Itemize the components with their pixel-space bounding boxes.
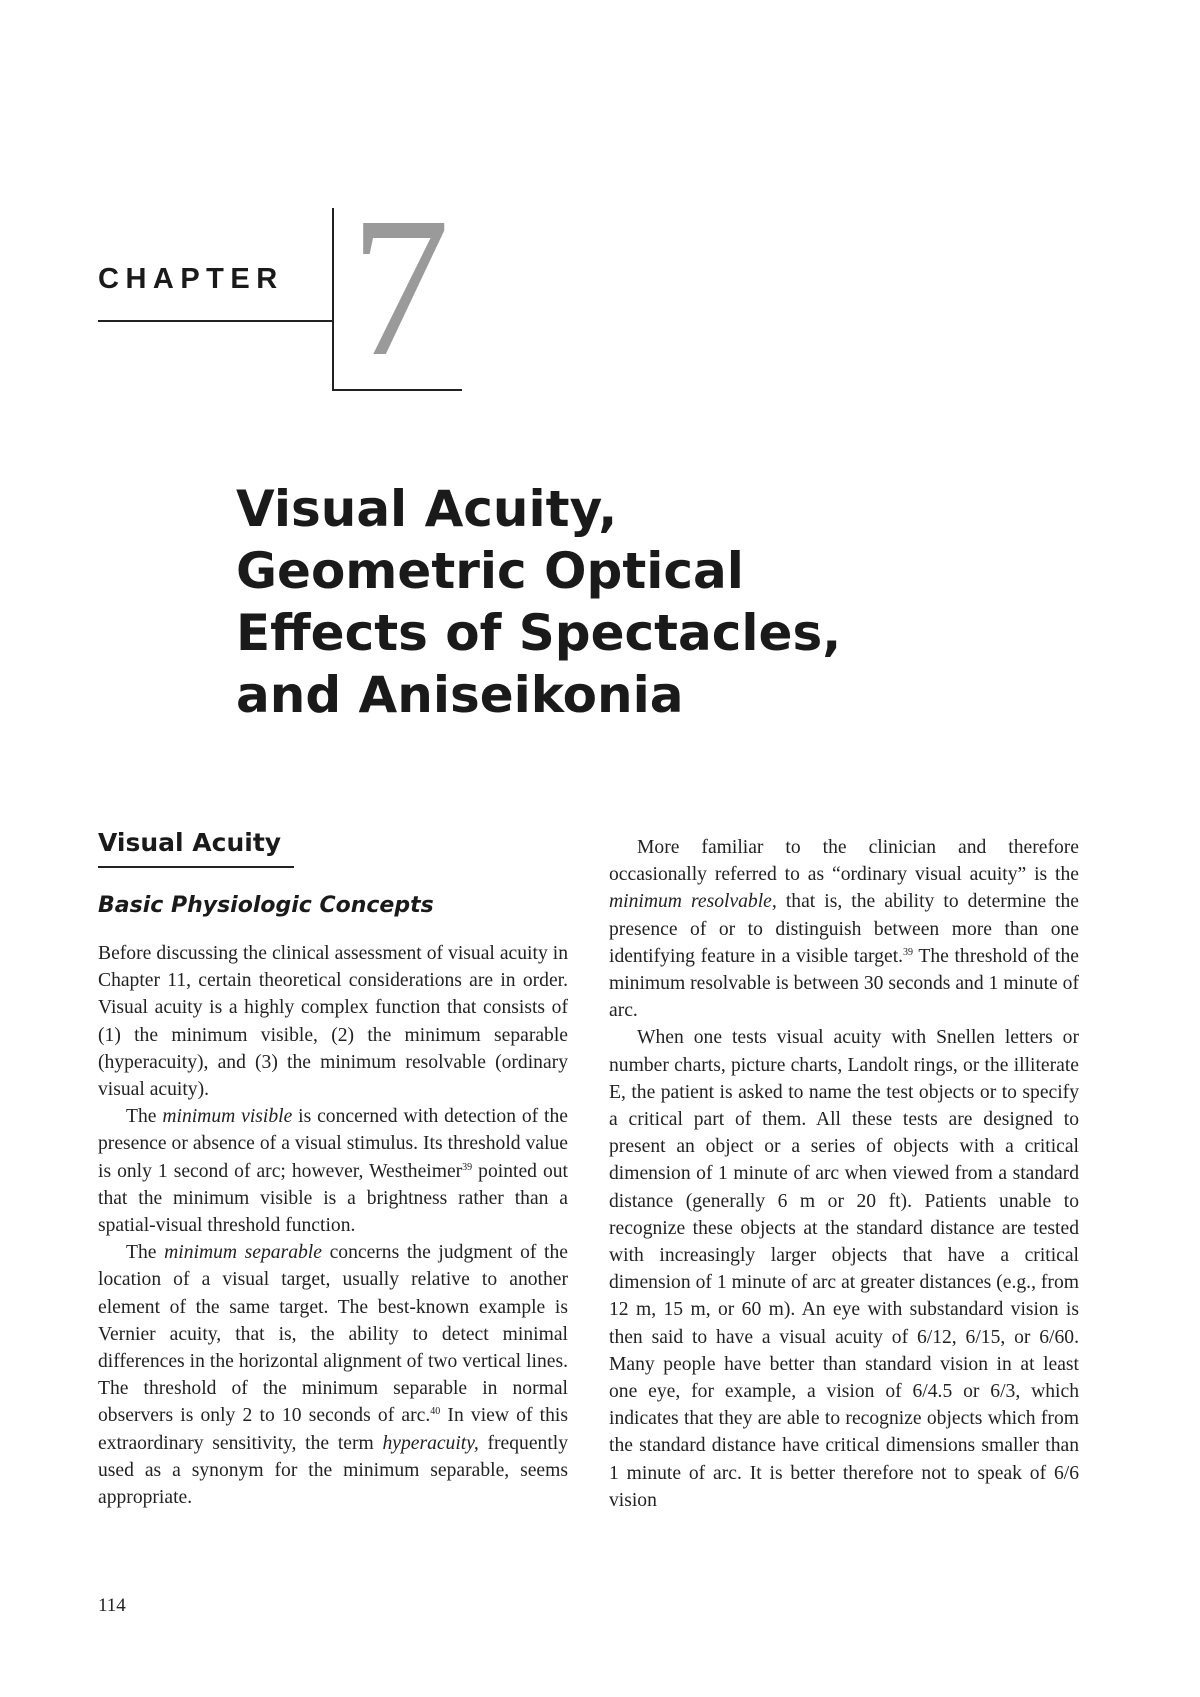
section-heading-rule — [98, 866, 294, 868]
text-run: The threshold of the minimum resolvable is between 30 seconds and 1 minute of arc. — [609, 945, 1079, 1022]
citation-ref: 39 — [903, 946, 914, 958]
term-italic: minimum separable — [164, 1242, 322, 1264]
term-italic: minimum visible — [162, 1106, 293, 1128]
citation-ref: 39 — [462, 1161, 473, 1173]
text-run: The — [126, 1106, 163, 1128]
paragraph — [609, 834, 1079, 1024]
page-number: 114 — [98, 1595, 126, 1616]
text-run: frequently used as a synonym for the minimum separable, seems appropriate. — [98, 1432, 569, 1509]
subsection-heading: Basic Physiologic Concepts — [98, 893, 434, 918]
chapter-title-line: and Aniseikonia — [236, 666, 684, 724]
text-run: that is, the ability to determine the presence of or to distinguish between more than one identifying feature in a visible target. — [609, 891, 1080, 967]
paragraph — [98, 1239, 568, 1511]
right-column — [609, 834, 1079, 1514]
paragraph: Before discussing the clinical assessment of visual acuity in Chapter 11, certain theoretical considerations are in order. Visual acuity is a highly complex function that consists of (1) the minimum visible, (2) the minimum separable (hyperacuity), and (3) the minimum resolvable (ordinary visual acuity). — [98, 943, 568, 1101]
chapter-rule-horizontal — [98, 320, 332, 322]
citation-ref: 40 — [430, 1406, 441, 1418]
paragraph: When one tests visual acuity with Snellen letters or number charts, picture charts, Landolt rings, or the illiterate E, the patient is asked to name the test objects or to specify a critical part of them. All these tests are designed to present an object or a series of objects with a critical dimension of 1 minute of arc when viewed from a standard distance (generally 6 m or 20 ft). Patients unable to recognize these objects at the standard distance are tested with increasingly larger objects that have a critical dimension of 1 minute of arc at greater distances (e.g., from 12 m, 15 m, or 60 m). An eye with substandard vision is then said to have a visual acuity of 6/12, 6/15, or 6/60. Many people have better than standard vision in at least one eye, for example, a vision of 6/4.5 or 6/3, which indicates that they are able to recognize objects which from the standard distance have critical dimensions smaller than 1 minute of arc. It is better therefore not to speak of 6/6 vision — [609, 1027, 1079, 1511]
text-run: is concerned with detection of the presence or absence of a visual stimulus. Its threshold value is only 1 second of arc; however, Westheimer — [98, 1106, 568, 1182]
text-run: In view of this extraordinary sensitivity, the term — [98, 1405, 568, 1454]
text-run: More familiar to the clinician and therefore occasionally referred to as “ordinary visual acuity” is the — [609, 837, 1079, 886]
chapter-number: 7 — [350, 177, 450, 398]
text-run: concerns the judgment of the location of a visual target, usually relative to another element of the same target. The best-known example is Vernier acuity, that is, the ability to detect minimal differences in the horizontal alignment of two vertical lines. The threshold of the minimum separable in normal observers is only 2 to 10 seconds of arc. — [98, 1242, 568, 1427]
chapter-rule-vertical — [332, 208, 334, 390]
chapter-title-line: Visual Acuity, — [236, 480, 618, 538]
term-italic: minimum resolvable, — [609, 891, 777, 913]
section-heading: Visual Acuity — [98, 828, 282, 857]
chapter-title-line: Geometric Optical — [236, 542, 744, 600]
chapter-title-line: Effects of Spectacles, — [236, 604, 842, 662]
chapter-label: CHAPTER — [98, 263, 284, 295]
paragraph — [98, 1103, 568, 1239]
text-run: The — [126, 1242, 165, 1264]
text-run: pointed out that the minimum visible is a brightness rather than a spatial-visual threshold function. — [98, 1160, 569, 1237]
term-italic: hyperacuity, — [382, 1432, 479, 1454]
left-column — [98, 940, 568, 1511]
chapter-title — [236, 478, 1036, 726]
